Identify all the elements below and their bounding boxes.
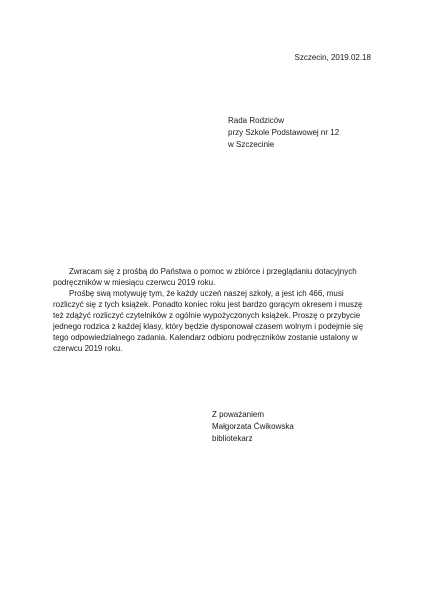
- recipient-line-1: Rada Rodziców: [228, 116, 285, 125]
- signer-title: bibliotekarz: [212, 434, 253, 443]
- signer-name: Małgorzata Ćwikowska: [212, 422, 294, 431]
- recipient-address: [228, 115, 339, 151]
- recipient-line-2: przy Szkole Podstawowej nr 12: [228, 128, 340, 137]
- recipient-line-3: w Szczecinie: [228, 140, 275, 149]
- letter-body: [53, 266, 371, 354]
- signature-block: [212, 409, 294, 445]
- paragraph-request: Zwracam się z prośbą do Państwa o pomoc w zbiórce i przeglądaniu dotacyjnych podręczników w miesiącu czerwcu 2019 roku.: [53, 267, 357, 287]
- closing-phrase: Z poważaniem: [212, 410, 265, 419]
- place-and-date: Szczecin, 2019.02.18: [294, 53, 371, 62]
- paragraph-justification: Prośbę swą motywuję tym, że każdy uczeń naszej szkoły, a jest ich 466, musi rozliczyć się z tych książek. Ponadto koniec roku jest bardzo gorącym okresem i muszę też zdążyć rozliczyć czytelników z ogólnie wypożyczonych książek. Proszę o przybycie jednego rodzica z każdej klasy, który będzie dysponował czasem wolnym i podejmie się tego odpowiedzialnego zadania. Kalendarz odbioru podręczników zostanie ustalony w czerwcu 2019 roku.: [53, 289, 364, 353]
